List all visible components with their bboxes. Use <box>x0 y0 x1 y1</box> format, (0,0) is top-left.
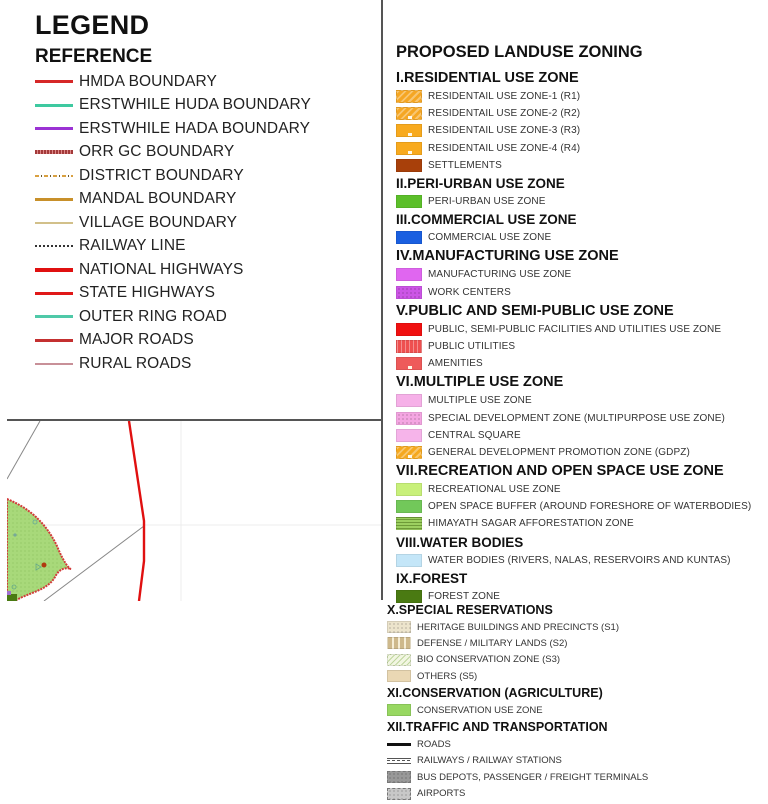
line-style-icon <box>35 127 73 130</box>
reference-item-label: ERSTWHILE HADA BOUNDARY <box>79 119 311 137</box>
zoning-title: PROPOSED LANDUSE ZONING <box>396 43 643 61</box>
zone-item <box>396 193 768 210</box>
zone-item-label: DEFENSE / MILITARY LANDS (S2) <box>417 637 568 649</box>
color-swatch-icon <box>396 446 422 459</box>
zone-item-label: RESIDENTAIL USE ZONE-1 (R1) <box>428 91 581 103</box>
legend-title: LEGEND <box>35 10 150 40</box>
zone-item <box>387 619 768 635</box>
color-swatch-icon <box>396 357 422 370</box>
zone-group-heading: X.SPECIAL RESERVATIONS <box>387 603 553 617</box>
zone-item-label: FOREST ZONE <box>428 590 501 602</box>
zone-item <box>396 338 768 355</box>
zone-item-label: OTHERS (S5) <box>417 670 478 682</box>
reference-item-label: ORR GC BOUNDARY <box>79 143 235 161</box>
zone-group-heading: XII.TRAFFIC AND TRANSPORTATION <box>387 720 608 735</box>
zone-group-heading: III.COMMERCIAL USE ZONE <box>396 212 577 228</box>
line-style-icon <box>35 315 73 318</box>
color-swatch-icon <box>396 340 422 353</box>
line-style-icon <box>35 245 73 247</box>
reference-item-label: HMDA BOUNDARY <box>79 72 217 90</box>
zone-item <box>396 444 768 461</box>
color-swatch-icon <box>387 654 411 666</box>
zone-group-heading: II.PERI-URBAN USE ZONE <box>396 175 565 191</box>
zone-item-label: CONSERVATION USE ZONE <box>417 704 543 716</box>
zone-item <box>396 392 768 409</box>
color-swatch-icon <box>396 142 422 155</box>
line-style-icon <box>35 339 73 342</box>
reference-item-label: MANDAL BOUNDARY <box>79 190 237 208</box>
map-fragment-graphic <box>7 421 381 601</box>
zone-item <box>387 785 768 801</box>
reference-item <box>35 70 311 94</box>
zone-group-heading: VIII.WATER BODIES <box>396 534 524 550</box>
color-swatch-icon <box>387 771 411 783</box>
color-swatch-icon <box>396 500 422 513</box>
color-swatch-icon <box>396 195 422 208</box>
zone-item-label: MULTIPLE USE ZONE <box>428 395 532 407</box>
reference-item <box>35 164 311 188</box>
reference-item-label: RURAL ROADS <box>79 354 192 372</box>
zone-item-label: RAILWAYS / RAILWAY STATIONS <box>417 755 562 767</box>
zone-item-label: AMENITIES <box>428 358 483 370</box>
zone-item <box>387 652 768 668</box>
reference-item <box>35 211 311 235</box>
line-style-icon <box>35 80 73 83</box>
line-style-icon <box>35 292 73 295</box>
road-line-icon <box>387 743 411 746</box>
reference-item-label: ERSTWHILE HUDA BOUNDARY <box>79 96 311 114</box>
reference-item <box>35 117 311 141</box>
zone-group-heading: IX.FOREST <box>396 570 468 586</box>
reference-item <box>35 329 311 353</box>
zone-item <box>396 229 768 246</box>
color-swatch-icon <box>396 554 422 567</box>
line-style-icon <box>35 150 73 154</box>
reference-item <box>35 141 311 165</box>
zone-item <box>396 355 768 372</box>
line-style-icon <box>35 104 73 107</box>
zone-item-label: SPECIAL DEVELOPMENT ZONE (MULTIPURPOSE USE ZONE) <box>428 412 725 424</box>
reference-item <box>35 258 311 282</box>
line-style-icon <box>35 175 73 177</box>
line-style-icon <box>35 363 73 365</box>
color-swatch-icon <box>396 483 422 496</box>
zone-item-label: RESIDENTAIL USE ZONE-4 (R4) <box>428 142 581 154</box>
zone-group-heading: V.PUBLIC AND SEMI-PUBLIC USE ZONE <box>396 302 674 319</box>
zone-item-label: OPEN SPACE BUFFER (AROUND FORESHORE OF WATERBODIES) <box>428 501 752 513</box>
zone-item-label: MANUFACTURING USE ZONE <box>428 269 572 281</box>
zone-item <box>387 769 768 785</box>
color-swatch-icon <box>387 670 411 682</box>
color-swatch-icon <box>396 231 422 244</box>
color-swatch-icon <box>387 637 411 649</box>
zone-item-label: PERI-URBAN USE ZONE <box>428 196 546 208</box>
zone-item-label: GENERAL DEVELOPMENT PROMOTION ZONE (GDPZ) <box>428 446 690 458</box>
color-swatch-icon <box>387 788 411 800</box>
zone-item <box>387 736 768 752</box>
color-swatch-icon <box>396 107 422 120</box>
zone-item <box>387 635 768 651</box>
line-style-icon <box>35 268 73 272</box>
reference-item <box>35 352 311 376</box>
color-swatch-icon <box>396 268 422 281</box>
color-swatch-icon <box>396 412 422 425</box>
zone-item-label: ROADS <box>417 739 451 751</box>
color-swatch-icon <box>396 124 422 137</box>
zone-group-heading: I.RESIDENTIAL USE ZONE <box>396 70 579 86</box>
zoning-list <box>396 68 768 605</box>
zone-item-label: SETTLEMENTS <box>428 159 502 171</box>
zone-item-label: WATER BODIES (RIVERS, NALAS, RESERVOIRS AND KUNTAS) <box>428 554 731 566</box>
map-inset[interactable] <box>7 421 381 601</box>
line-style-icon <box>35 222 73 224</box>
zone-item-label: COMMERCIAL USE ZONE <box>428 232 552 244</box>
zone-item-label: PUBLIC UTILITIES <box>428 340 516 352</box>
reference-item-label: MAJOR ROADS <box>79 331 194 349</box>
zone-item <box>387 668 768 684</box>
zone-group-heading: XI.CONSERVATION (AGRICULTURE) <box>387 686 603 701</box>
reference-item-label: VILLAGE BOUNDARY <box>79 213 238 231</box>
zone-item <box>396 552 768 569</box>
zone-item <box>396 409 768 426</box>
color-swatch-icon <box>396 323 422 336</box>
reference-item-label: DISTRICT BOUNDARY <box>79 166 244 184</box>
zone-item <box>396 321 768 338</box>
zone-item <box>396 498 768 515</box>
reference-legend-panel <box>0 0 381 419</box>
zone-item <box>396 157 768 174</box>
zone-item <box>387 753 768 769</box>
reference-item <box>35 94 311 118</box>
color-swatch-icon <box>396 394 422 407</box>
color-swatch-icon <box>396 517 422 530</box>
reference-item <box>35 282 311 306</box>
zone-group-heading: VII.RECREATION AND OPEN SPACE USE ZONE <box>396 463 724 479</box>
zone-item <box>396 266 768 283</box>
reference-item-label: RAILWAY LINE <box>79 237 186 255</box>
landuse-zoning-panel <box>383 0 768 600</box>
zone-item-label: AIRPORTS <box>417 788 466 800</box>
zone-item <box>396 140 768 157</box>
zone-item <box>396 427 768 444</box>
zone-item-label: BUS DEPOTS, PASSENGER / FREIGHT TERMINALS <box>417 771 649 783</box>
special-reservations-panel <box>387 601 768 804</box>
color-swatch-icon <box>396 90 422 103</box>
reference-title: REFERENCE <box>35 46 153 67</box>
zone-item <box>387 702 768 718</box>
zone-item-label: BIO CONSERVATION ZONE (S3) <box>417 654 561 666</box>
reference-item <box>35 188 311 212</box>
zone-item <box>396 515 768 532</box>
line-style-icon <box>35 198 73 201</box>
zone-item <box>396 105 768 122</box>
reference-item-label: STATE HIGHWAYS <box>79 284 216 302</box>
reference-list <box>35 70 311 376</box>
color-swatch-icon <box>396 286 422 299</box>
zone-item-label: HERITAGE BUILDINGS AND PRECINCTS (S1) <box>417 621 619 633</box>
zone-item-label: WORK CENTERS <box>428 286 511 298</box>
zone-group-heading: IV.MANUFACTURING USE ZONE <box>396 248 619 265</box>
zone-item <box>396 88 768 105</box>
reference-item <box>35 235 311 259</box>
zone-item-label: CENTRAL SQUARE <box>428 429 521 441</box>
reference-item <box>35 305 311 329</box>
reference-item-label: OUTER RING ROAD <box>79 307 227 325</box>
zone-item-label: RESIDENTAIL USE ZONE-3 (R3) <box>428 125 581 137</box>
zone-group-heading: VI.MULTIPLE USE ZONE <box>396 374 564 391</box>
color-swatch-icon <box>396 429 422 442</box>
railway-line-icon <box>387 758 411 764</box>
zone-item <box>396 122 768 139</box>
color-swatch-icon <box>387 621 411 633</box>
zone-item <box>396 481 768 498</box>
color-swatch-icon <box>396 159 422 172</box>
color-swatch-icon <box>387 704 411 716</box>
zone-item <box>396 284 768 301</box>
zone-item-label: HIMAYATH SAGAR AFFORESTATION ZONE <box>428 518 634 530</box>
zone-item-label: RECREATIONAL USE ZONE <box>428 484 561 496</box>
zone-item-label: RESIDENTAIL USE ZONE-2 (R2) <box>428 108 581 120</box>
zone-item-label: PUBLIC, SEMI-PUBLIC FACILITIES AND UTILITIES USE ZONE <box>428 323 722 335</box>
reference-item-label: NATIONAL HIGHWAYS <box>79 260 244 278</box>
